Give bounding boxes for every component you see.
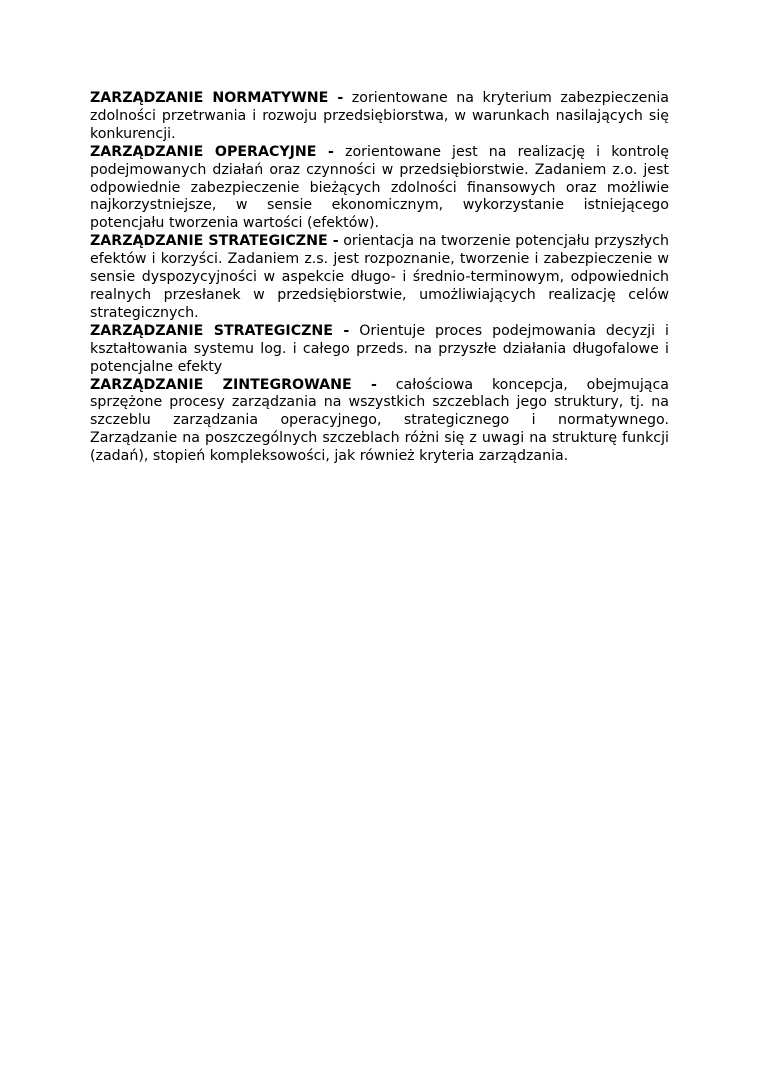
- entry-definition: Orientuje proces podejmowania decyzji i kształtowania systemu log. i całego przeds. na przyszłe działania długofalowe i potencjalne efekty: [90, 322, 669, 375]
- entry-definition: całościowa koncepcja, obejmująca sprzężone procesy zarządzania na wszystkich szczeblach jego struktury, tj. na szczeblu zarządzania operacyjnego, strategicznego i normatywnego. Zarządzanie na poszczególnych szczeblach różni się z uwagi na strukturę funkcji (zadań), stopień kompleksowości, jak również kryteria zarządzania.: [90, 376, 669, 465]
- entry-term: ZARZĄDZANIE OPERACYJNE -: [90, 143, 334, 160]
- definition-entry-normatywne: [90, 90, 669, 144]
- entry-definition: orientacja na tworzenie potencjału przyszłych efektów i korzyści. Zadaniem z.s. jest rozpoznanie, tworzenie i zabezpieczenie w sensie dyspozycyjności w aspekcie długo- i średnio-terminowym, odpowiednich realnych przesłanek w przedsiębiorstwie, umożliwiających realizację celów strategicznych.: [90, 233, 669, 321]
- entry-definition: zorientowane jest na realizację i kontrolę podejmowanych działań oraz czynności w przedsiębiorstwie. Zadaniem z.o. jest odpowiednie zabezpieczenie bieżących zdolności finansowych oraz możliwie najkorzystniejsze, w sensie ekonomicznym, wykorzystanie istniejącego potencjału tworzenia wartości (efektów).: [90, 143, 670, 232]
- entry-term: ZARZĄDZANIE STRATEGICZNE -: [90, 322, 350, 339]
- definition-entry-strategiczne-2: [90, 323, 669, 377]
- definition-entry-operacyjne: [90, 144, 669, 234]
- definition-entry-zintegrowane: [90, 377, 669, 467]
- definition-entry-strategiczne-1: [90, 233, 669, 323]
- entry-term: ZARZĄDZANIE STRATEGICZNE -: [90, 233, 339, 250]
- entry-definition: zorientowane na kryterium zabezpieczenia zdolności przetrwania i rozwoju przedsiębiorstwa, w warunkach nasilających się konkurencji.: [90, 90, 669, 142]
- entry-term: ZARZĄDZANIE NORMATYWNE -: [90, 90, 344, 106]
- entry-term: ZARZĄDZANIE ZINTEGROWANE -: [90, 376, 377, 393]
- document-body: [90, 90, 669, 466]
